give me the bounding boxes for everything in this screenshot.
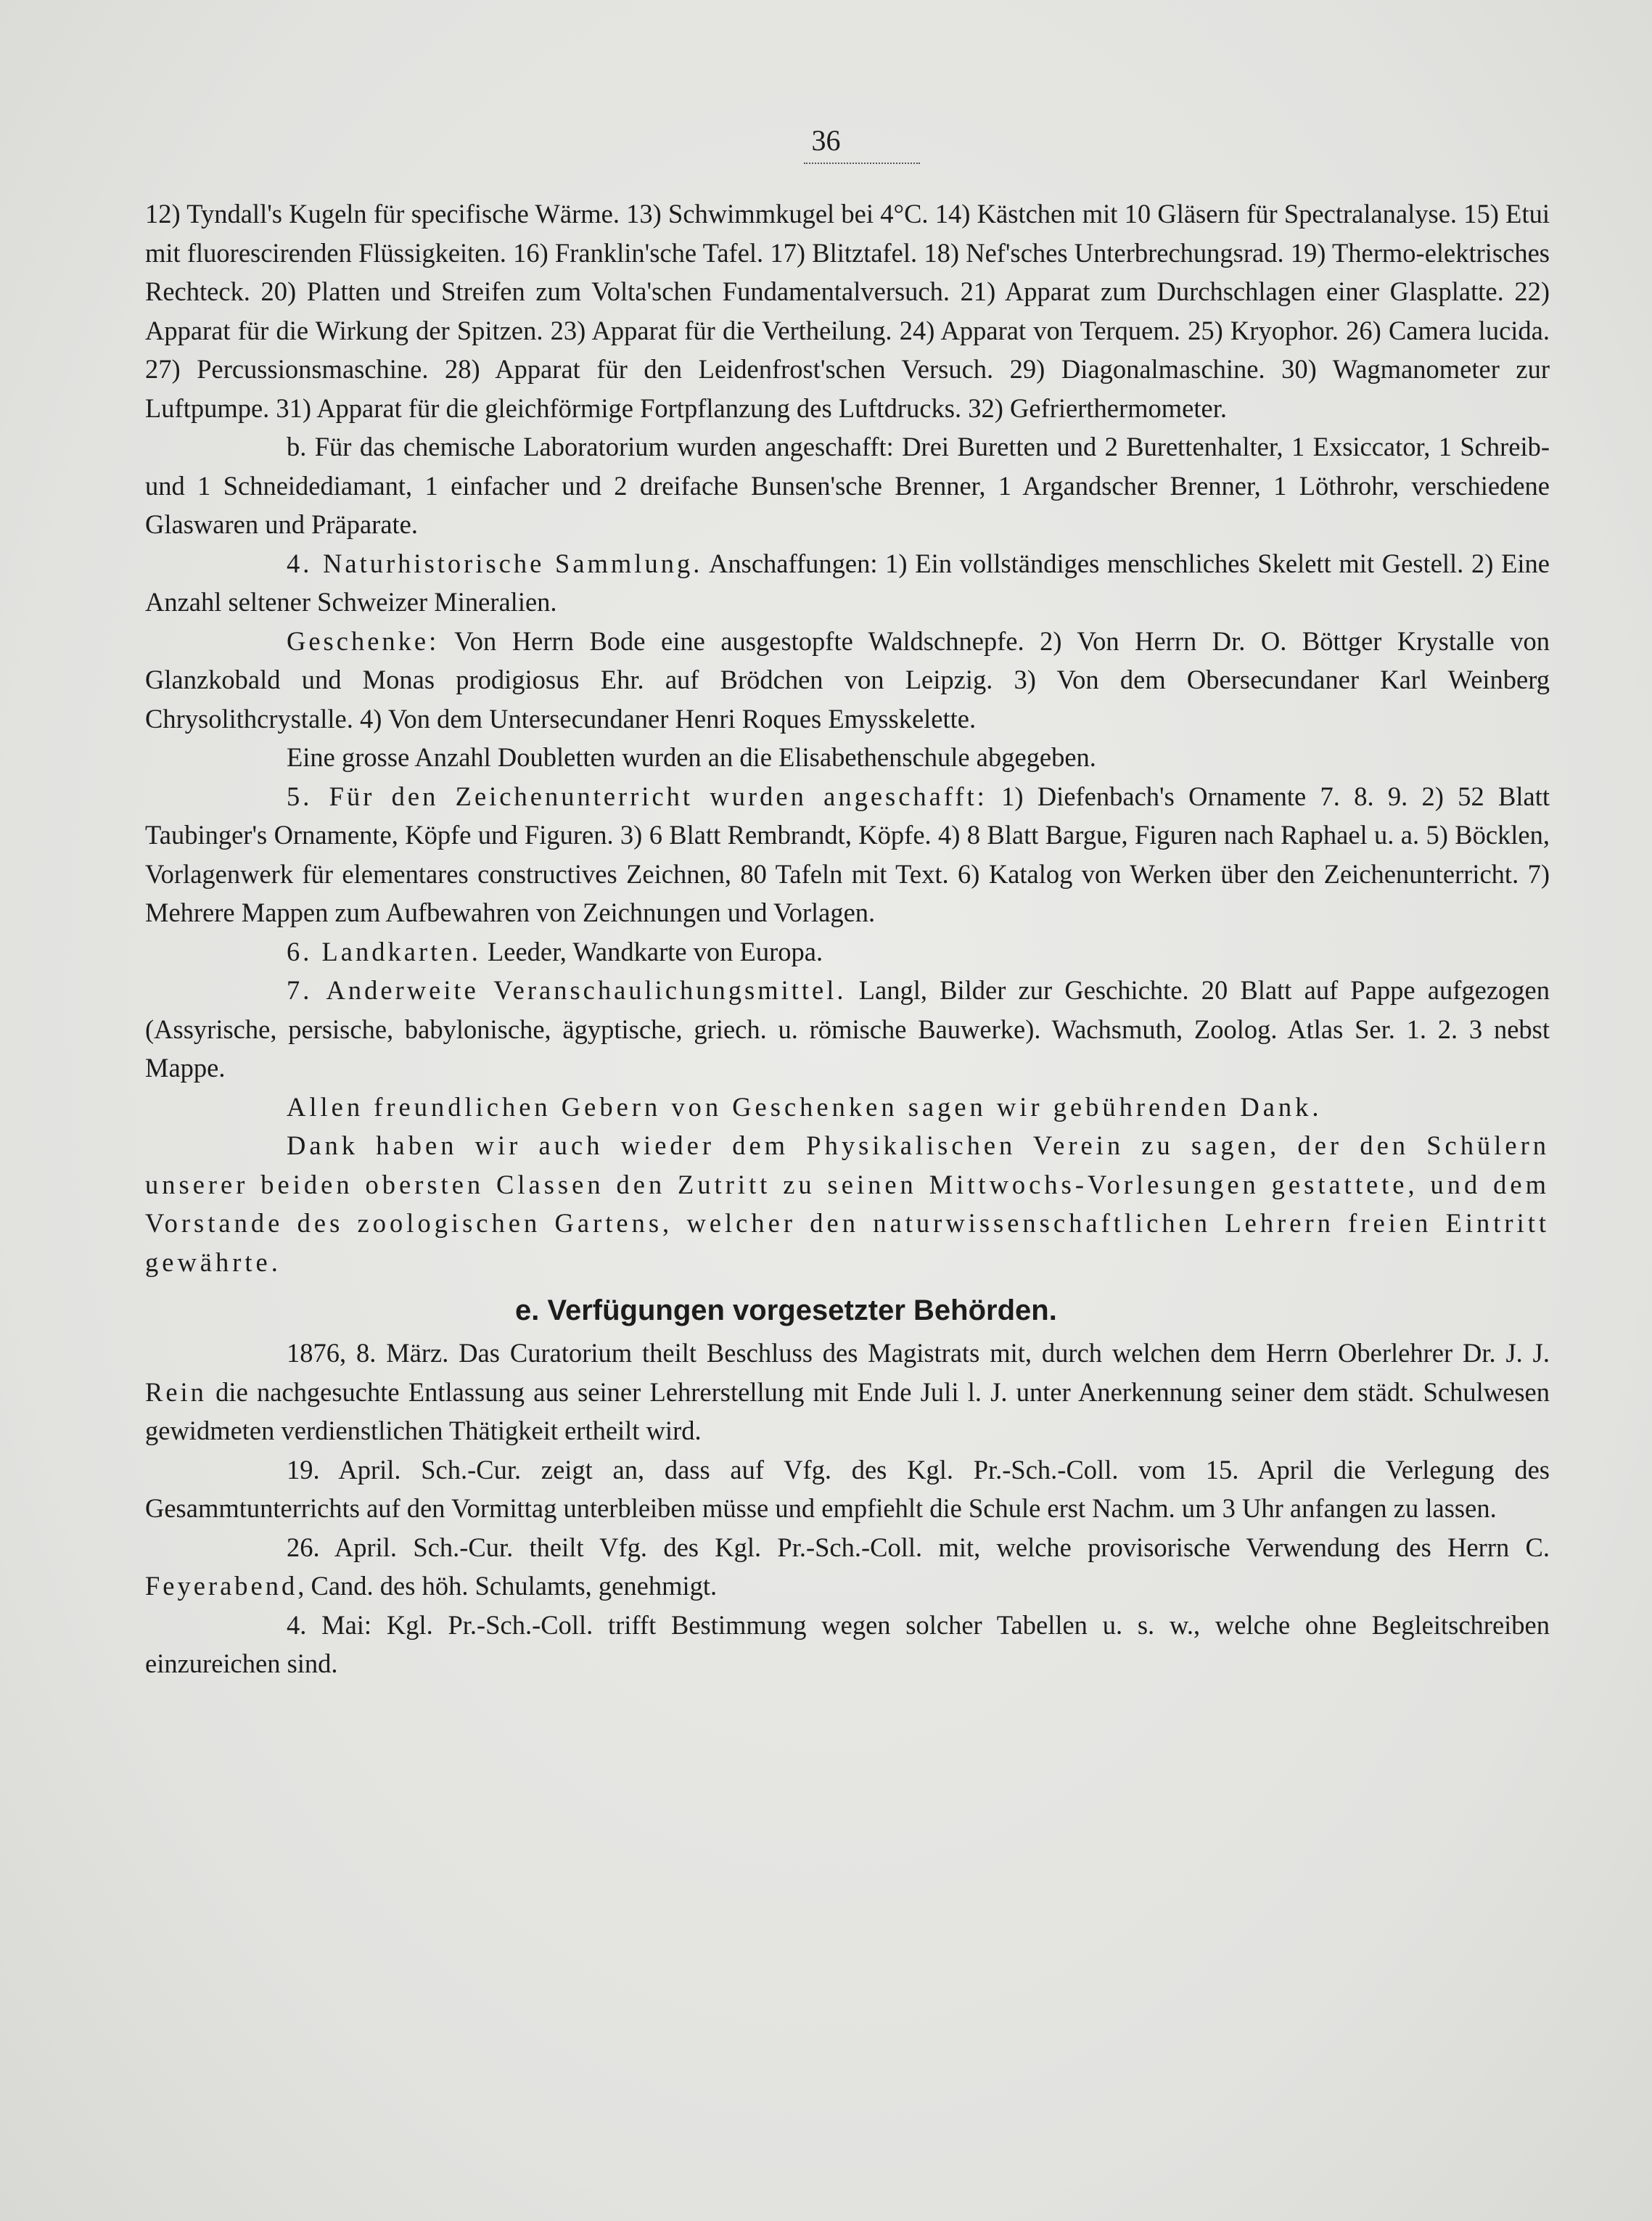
teaching-aids-paragraph [145,971,1550,1088]
paragraph-text: Leeder, Wandkarte von Europa. [480,936,823,966]
gifts-paragraph [145,622,1550,739]
decree-date: 19. April. [287,1454,401,1485]
decree-person-name: Rein [145,1376,207,1407]
paragraph-text: Von Herrn Bode eine ausgestopfte Waldschnepfe. 2) Von Herrn Dr. O. Böttger Krystalle von Glanzkobald und Monas prodigiosus Ehr. auf Brödchen von Leipzig. 3) Von dem Obersecundaner Karl Weinberg Chrysolithcrystalle. 4) Von dem Untersecundaner Henri Roques Emysskelette. [145,625,1550,734]
decree-text: Sch.-Cur. theilt Vfg. des Kgl. Pr.-Sch.-Coll. mit, welche provisorische Verwendung des Herrn C. [397,1532,1550,1562]
paragraph-text: 1) Diefenbach's Ornamente 7. 8. 9. 2) 52 Blatt Taubinger's Ornamente, Köpfe und Figuren. 3) 6 Blatt Rembrandt, Köpfe. 4) 8 Blatt Bargue, Figuren nach Raphael u. a. 5) Böcklen, Vorlagenwerk für elementares constructives Zeichnen, 80 Tafeln mit Text. 6) Katalog von Werken über den Zeichenunterricht. 7) Mehrere Mappen zum Aufbewahren von Zeichnungen und Vorlagen. [145,781,1550,927]
paragraph-text: b. Für das chemische Laboratorium wurden angeschafft: Drei Buretten und 2 Burettenhalter, 1 Exsiccator, 1 Schreib- und 1 Schneidediamant, 1 einfacher und 2 dreifache Bunsen'sche Brenner, 1 Argandscher Brenner, 1 Löthrohr, verschiedene Glaswaren und Präparate. [145,432,1550,539]
paragraph-text: Langl, Bilder zur Geschichte. 20 Blatt auf Pappe aufgezogen (Assyrische, persische, babylonische, ägyptische, griech. u. römische Bauwerke). Wachsmuth, Zoolog. Atlas Ser. 1. 2. 3 nebst Mappe. [145,975,1550,1083]
physics-apparatus-list [145,194,1550,427]
page-body [145,194,1550,1683]
decree-date: 1876, 8. März. [287,1338,449,1368]
thanks-donors-paragraph [145,1088,1550,1127]
decree-date: 4. Mai: [287,1609,372,1640]
decree-text: Sch.-Cur. zeigt an, dass auf Vfg. des Kgl. Pr.-Sch.-Coll. vom 15. April die Verlegung des Gesammtunterrichts auf den Vormittag unterbleiben müsse und empfiehlt die Schule erst Nachm. um 3 Uhr anfangen zu lassen. [145,1454,1550,1523]
spaced-heading: 7. Anderweite Veranschaulichungsmittel. [287,975,847,1005]
decree-text: Das Curatorium theilt Beschluss des Magistrats mit, durch welchen dem Herrn Oberlehrer Dr. J. J. [448,1338,1550,1368]
spaced-text: Dank haben wir auch wieder dem Physikalischen Verein zu sagen, der den Schülern unserer beiden obersten Classen den Zutritt zu seinen Mittwochs-Vorlesungen gestattete, und dem Vorstande des zoologischen Gartens, welcher den naturwissenschaftlichen Lehrern freien Eintritt gewährte. [145,1130,1550,1277]
spaced-text: Allen freundlichen Gebern von Geschenken sagen wir gebührenden Dank. [287,1091,1323,1122]
thanks-association-paragraph [145,1126,1550,1281]
paragraph-text: Eine grosse Anzahl Doubletten wurden an die Elisabethenschule abgegeben. [287,742,1096,772]
decree-date: 26. April. [287,1532,398,1562]
paragraph-text: Anschaffungen: 1) Ein vollständiges menschliches Skelett mit Gestell. 2) Eine Anzahl seltener Schweizer Mineralien. [145,548,1550,617]
natural-history-paragraph [145,544,1550,622]
drawing-lessons-paragraph [145,777,1550,932]
paragraph-text: 12) Tyndall's Kugeln für specifische Wärme. 13) Schwimmkugel bei 4°C. 14) Kästchen mit 10 Gläsern für Spectralanalyse. 15) Etui mit fluorescirenden Flüssigkeiten. 16) Franklin'sche Tafel. 17) Blitztafel. 18) Nef'sches Unterbrechungsrad. 19) Thermo-elektrisches Rechteck. 20) Platten und Streifen zum Volta'schen Fundamentalversuch. 21) Apparat zum Durchschlagen einer Glasplatte. 22) Apparat für die Wirkung der Spitzen. 23) Apparat für die Vertheilung. 24) Apparat von Terquem. 25) Kryophor. 26) Camera lucida. 27) Percussionsmaschine. 28) Apparat für den Leidenfrost'schen Versuch. 29) Diagonalmaschine. 30) Wagmanometer zur Luftpumpe. 31) Apparat für die gleichförmige Fortpflanzung des Luftdrucks. 32) Gefrierthermometer. [145,199,1550,423]
decree-19-april [145,1450,1550,1528]
decree-1876-maerz [145,1334,1550,1450]
decree-text: , Cand. des höh. Schulamts, genehmigt. [297,1571,718,1601]
decree-text: die nachgesuchte Entlassung aus seiner Lehrerstellung mit Ende Juli l. J. unter Anerkennung seiner dem städt. Schulwesen gewidmeten verdienstlichen Thätigkeit ertheilt wird. [145,1376,1550,1445]
decree-26-april [145,1528,1550,1606]
spaced-heading: 5. Für den Zeichenunterricht wurden angeschafft: [287,781,987,811]
spaced-heading: Geschenke: [287,625,440,656]
decree-person-name: Feyerabend [145,1571,298,1601]
maps-paragraph [145,932,1550,972]
section-heading: e. Verfügungen vorgesetzter Behörden. [515,1294,1057,1326]
decree-4-mai [145,1606,1550,1683]
page-number: 36 [811,124,841,157]
decree-text: Kgl. Pr.-Sch.-Coll. trifft Bestimmung wegen solcher Tabellen u. s. w., welche ohne Begleitschreiben einzureichen sind. [145,1609,1550,1678]
spaced-heading: 6. Landkarten. [287,936,481,966]
spaced-heading: 4. Naturhistorische Sammlung. [287,548,703,578]
page-number-rule [804,163,920,164]
doubletten-paragraph [145,738,1550,777]
chemistry-lab-paragraph [145,427,1550,544]
